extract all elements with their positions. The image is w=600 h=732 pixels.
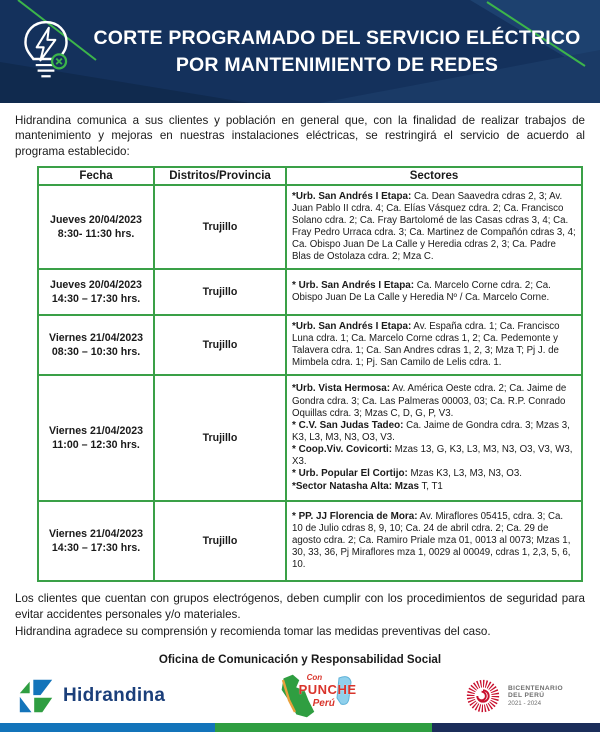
sectores-cell <box>286 501 582 581</box>
bicentenario-line3: 2021 - 2024 <box>507 700 542 707</box>
punche-word-con: Con <box>306 673 323 682</box>
fecha-date: Viernes 21/04/2023 <box>48 527 144 540</box>
bottom-bar-navy-segment <box>432 723 600 732</box>
col-header-fecha: Fecha <box>38 167 154 185</box>
sector-entry: *Urb. San Andrés I Etapa: Av. España cdra. 1; Ca. Francisco Luna cdra. 1; Ca. Marcelo Corne cdras 1, 2; Ca. Pedemonte y Talavera cdra. 1; Ca. San Andres cdras 1, 2, 3; Mza T; Pj J. de Mimbela cdra. 1; Pj. San Camilo de Lelis cdra. 1. <box>292 321 560 369</box>
bicentenario-line2: DEL PERÚ <box>507 692 545 699</box>
notice-body <box>0 113 600 666</box>
sectores-cell <box>286 269 582 315</box>
punche-word-punche: PUNCHE <box>298 682 357 697</box>
distrito-cell: Trujillo <box>154 375 286 501</box>
distrito-cell: Trujillo <box>154 501 286 581</box>
sector-entry: * C.V. San Judas Tadeo: Ca. Jaime de Gondra cdra. 3; Mzas 3, K3, L3, M3, N3, O3, V3. <box>292 419 570 444</box>
generators-warning-paragraph: Los clientes que cuentan con grupos electrógenos, deben cumplir con los procedimientos de seguridad para evitar accidentes personales y/o materiales. <box>15 592 585 621</box>
table-row <box>38 315 582 375</box>
sector-entry: *Urb. Vista Hermosa: Av. América Oeste cdra. 2; Ca. Jaime de Gondra cdra. 3; Ca. Las Palmeras 00003, 03; Ca. R.P. Conrado Oquillas cdra. 3; Mzas C, D, G, P, V3. <box>292 383 567 419</box>
sector-entry: *Sector Natasha Alta: Mzas T, T1 <box>292 480 443 492</box>
col-header-distritos: Distritos/Provincia <box>154 167 286 185</box>
table-row <box>38 375 582 501</box>
sectores-cell <box>286 315 582 375</box>
bottom-color-bar <box>0 723 600 732</box>
bicentenario-spiral-icon <box>464 677 502 715</box>
logos-row <box>0 671 600 721</box>
fecha-date: Jueves 20/04/2023 <box>50 213 142 226</box>
page-title-line2: POR MANTENIMIENTO DE REDES <box>175 53 499 76</box>
fecha-cell <box>38 269 154 315</box>
distrito-cell: Trujillo <box>154 269 286 315</box>
sector-entry: * Urb. Popular El Cortijo: Mzas K3, L3, M3, N3, O3. <box>292 468 522 480</box>
outage-table-body <box>38 185 582 581</box>
fecha-hours: 11:00 – 12:30 hrs. <box>52 439 140 452</box>
con-punche-peru-logo <box>269 672 361 720</box>
sector-entry: *Urb. San Andrés I Etapa: Ca. Dean Saavedra cdras 2, 3; Av. Juan Pablo II cdra. 4; Ca. Elías Vásquez cdra. 2; Ca. Francisco Solano cdra. 2; Ca. Fray Bartolomé de las Casas cdras 3, 4; Ca. Fray Pedro Urraca cdra. 3; Ca. Martinez de Compañón cdras 3, 4; Ca. Obispo Juan De La Calle y Heredia cdras 2, 3; Ca. Padre Blas de Ostolaza cdra. 2; Mza C. <box>292 191 576 263</box>
fecha-cell <box>38 375 154 501</box>
fecha-hours: 8:30- 11:30 hrs. <box>57 228 135 241</box>
fecha-hours: 14:30 – 17:30 hrs. <box>51 542 141 555</box>
fecha-date: Viernes 21/04/2023 <box>48 424 144 437</box>
fecha-cell <box>38 315 154 375</box>
fecha-cell <box>38 501 154 581</box>
table-row <box>38 185 582 269</box>
bottom-bar-green-segment <box>215 723 432 732</box>
hidrandina-wordmark: Hidrandina <box>63 685 166 706</box>
lightbulb-lightning-icon <box>18 18 74 86</box>
distrito-cell: Trujillo <box>154 185 286 269</box>
sector-entry: * PP. JJ Florencia de Mora: Av. Miraflores 05415, cdra. 3; Ca. 10 de Julio cdras 8, 9, 10; Ca. 24 de abril cdra. 2; Ca. 29 de agosto cdra. 2; Ca. Ramiro Priale mza 01, 0013 al 0073; Mzas 1, 30, 33, 36, Pj Miraflores mza 1, 0029 al 00049, cdras 1, 2,3, 5, 6, 10. <box>292 511 571 571</box>
page-title <box>82 0 592 103</box>
bicentenario-text <box>508 685 563 707</box>
fecha-date: Jueves 20/04/2023 <box>50 278 142 291</box>
header-banner <box>0 0 600 103</box>
sector-entry: * Coop.Viv. Covicorti: Mzas 13, G, K3, L3, M3, N3, O3, V3, W3, X3. <box>292 444 573 468</box>
outage-table <box>37 166 583 582</box>
bicentenario-logo <box>464 677 582 715</box>
sectores-cell <box>286 185 582 269</box>
bicentenario-line1: BICENTENARIO <box>507 685 563 692</box>
sectores-cell <box>286 375 582 501</box>
hidrandina-mark-icon <box>18 678 54 714</box>
table-row <box>38 269 582 315</box>
table-header-row <box>38 167 582 185</box>
bottom-bar-blue-segment <box>0 723 215 732</box>
office-signature: Oficina de Comunicación y Responsabilidad Social <box>158 653 442 667</box>
fecha-date: Viernes 21/04/2023 <box>48 331 144 344</box>
table-row <box>38 501 582 581</box>
fecha-hours: 14:30 – 17:30 hrs. <box>51 293 141 306</box>
thanks-paragraph: Hidrandina agradece su comprensión y recomienda tomar las medidas preventivas del caso. <box>15 625 491 639</box>
page-title-line1: CORTE PROGRAMADO DEL SERVICIO ELÉCTRICO <box>93 27 581 50</box>
fecha-cell <box>38 185 154 269</box>
punche-word-peru: Perú <box>312 698 335 709</box>
sector-entry: * Urb. San Andrés I Etapa: Ca. Marcelo Corne cdra. 2; Ca. Obispo Juan De La Calle y Heredia Nº / Ca. Marcelo Corne. <box>292 280 551 304</box>
intro-paragraph: Hidrandina comunica a sus clientes y población en general que, con la finalidad de realizar trabajos de mantenimiento y mejoras en nuestras instalaciones eléctricas, se restringirá el servicio de acuerdo al programa establecido: <box>15 114 585 158</box>
distrito-cell: Trujillo <box>154 315 286 375</box>
col-header-sectores: Sectores <box>286 167 582 185</box>
hidrandina-logo <box>18 678 165 714</box>
fecha-hours: 08:30 – 10:30 hrs. <box>51 346 141 359</box>
